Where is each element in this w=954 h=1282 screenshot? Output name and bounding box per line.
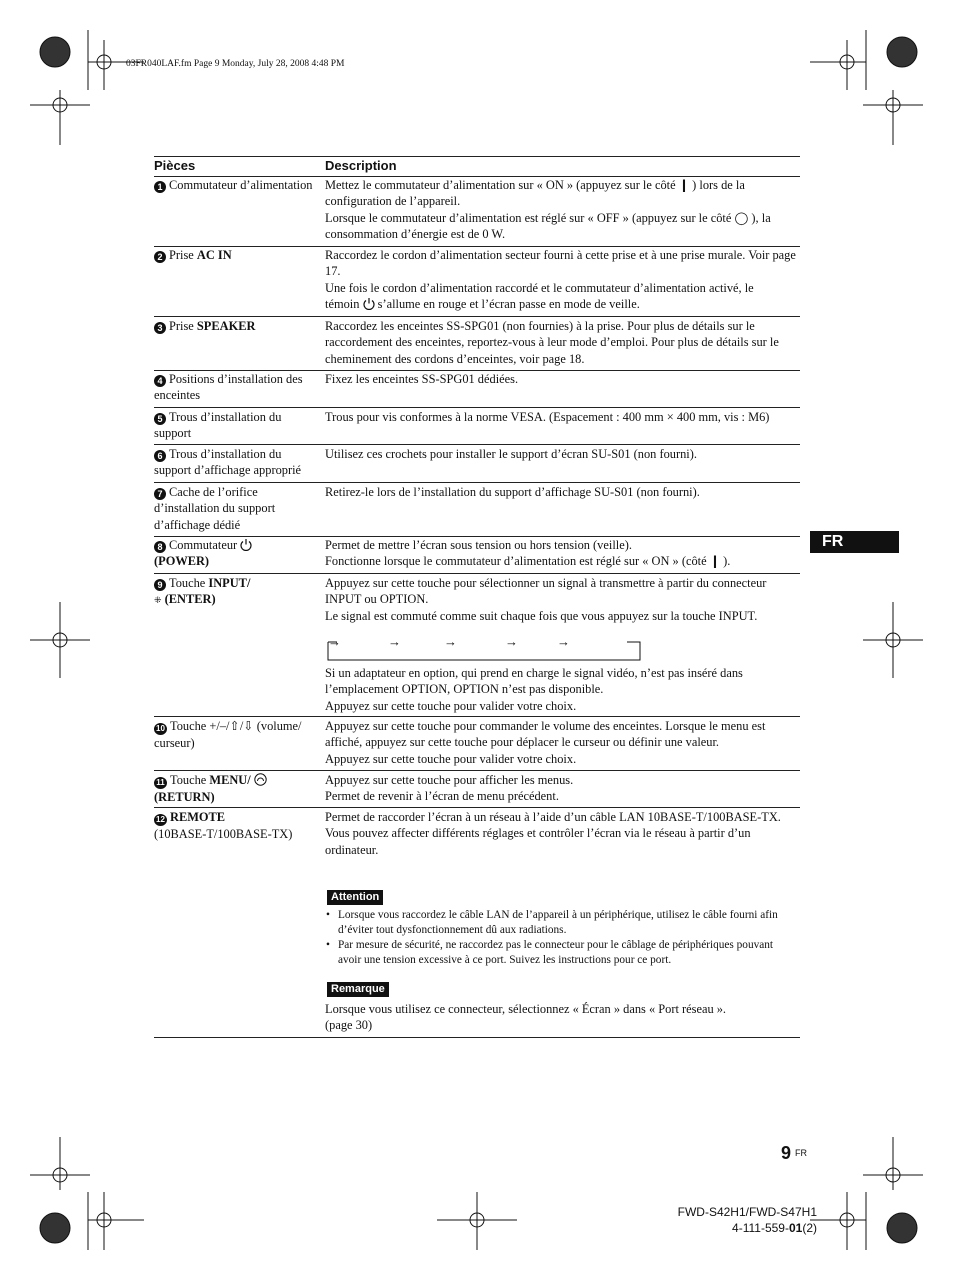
table-row-3-part: 3 Prise SPEAKER [154, 318, 320, 334]
table-row-1-part: 1 Commutateur d’alimentation [154, 177, 320, 193]
column-header-description: Description [325, 158, 397, 173]
table-row-2-part: 2 Prise AC IN [154, 247, 320, 263]
page-number-suffix: FR [795, 1148, 807, 1158]
attention-label: Attention [327, 887, 383, 905]
table-row-6-desc: Utilisez ces crochets pour installer le support d’écran SU-S01 (non fourni). [325, 447, 697, 461]
table-bottom-rule [154, 1037, 800, 1038]
table-row-5-part: 5 Trous d’installation du support [154, 410, 282, 441]
table-row-4-desc: Fixez les enceintes SS-SPG01 dédiées. [325, 372, 519, 386]
svg-text:→: → [444, 634, 457, 649]
table-row-9-desc: Appuyez sur cette touche pour sélectionner un signal à transmettre à partir du connecteur INPUT ou OPTION. Le signal est commuté comme suit chaque fois que vous appuyez sur la touche INPUT. [325, 576, 767, 623]
column-header-parts: Pièces [154, 158, 196, 173]
list-item: • Par mesure de sécurité, ne raccordez pas le connecteur pour le câblage de périphériques pouvant avoir une tension excessive à ce port. Suivez les instructions pour ce port. [325, 938, 797, 968]
footer-code: 4-111-559-01(2) [732, 1221, 817, 1235]
table-row-8-part: 8 Commutateur (POWER) [154, 537, 320, 570]
power-icon [363, 297, 375, 310]
table-row-8-desc: Permet de mettre l’écran sous tension ou hors tension (veille). Fonctionne lorsque le commutateur d’alimentation est réglé sur « ON » (côté ❙ ). [325, 538, 731, 569]
table-top-rule [154, 156, 800, 157]
table-row-4-part: 4 Positions d’installation des enceintes [154, 372, 303, 403]
attention-list [325, 908, 797, 968]
callout-number: 1 [154, 181, 166, 193]
power-icon [240, 538, 252, 551]
return-icon [254, 773, 267, 786]
footer-model: FWD-S42H1/FWD-S47H1 [677, 1205, 817, 1219]
svg-text:→: → [505, 634, 518, 649]
table-row-11-desc: Appuyez sur cette touche pour afficher les menus. Permet de revenir à l’écran de menu précédent. [325, 773, 574, 804]
table-row-2-desc: Raccordez le cordon d’alimentation secteur fourni à cette prise et à une prise murale. Voir page 17. Une fois le cordon d’alimentation raccordé et le commutateur d’alimentation activé, le témoin s’allume en rouge et l’écran passe en mode de veille. [325, 248, 796, 311]
table-row-7-part: 7 Cache de l’orifice d’installation du support d’affichage dédié [154, 485, 276, 532]
page-number: 9 [781, 1143, 792, 1163]
table-row-10-part: 10 Touche +/–/⇧/⇩ (volume/ curseur) [154, 719, 302, 750]
remarque-label: Remarque [327, 979, 389, 997]
file-info-header: 03FR040LAF.fm Page 9 Monday, July 28, 2008 4:48 PM [126, 59, 345, 69]
table-row-5-desc: Trous pour vis conformes à la norme VESA. (Espacement : 400 mm × 400 mm, vis : M6) [325, 410, 770, 424]
table-row-3-desc: Raccordez les enceintes SS-SPG01 (non fournies) à la prise. Pour plus de détails sur le raccordement des enceintes, reportez-vous à leur mode d’emploi. Pour plus de détails sur le cheminement des cordons d’enceintes, voir page 18. [325, 319, 779, 366]
table-row-10-desc: Appuyez sur cette touche pour commander le volume des enceintes. Lorsque le menu est affiché, appuyez sur cette touche pour déplacer le curseur ou définir une valeur. Appuyez sur cette touche pour valider votre choix. [325, 719, 766, 766]
svg-text:→: → [328, 634, 341, 649]
table-row-1-desc: Mettez le commutateur d’alimentation sur « ON » (appuyez sur le côté ❙ ) lors de la configuration de l’appareil. Lorsque le commutateur d’alimentation est réglé sur « OFF » (appuyez sur le côté ◯ ), la consommation d’énergie est de 0 W. [325, 178, 771, 241]
svg-text:→: → [557, 634, 570, 649]
svg-text:→: → [388, 634, 401, 649]
table-row-12-part: 12 REMOTE (10BASE-T/100BASE-TX) [154, 810, 293, 841]
remarque-text: Lorsque vous utilisez ce connecteur, sélectionnez « Écran » dans « Port réseau ». (page 30) [325, 1002, 727, 1033]
table-row-9-part: 9 Touche INPUT/ ⁜ (ENTER) [154, 576, 251, 607]
list-item: • Lorsque vous raccordez le câble LAN de l’appareil à un périphérique, utilisez le câble fourni afin d’éviter tout dysfonctionnement dû aux radiations. [325, 908, 797, 938]
table-row-6-part: 6 Trous d’installation du support d’affichage approprié [154, 447, 302, 478]
enter-icon: ⁜ [154, 595, 162, 606]
table-row-12-desc: Permet de raccorder l’écran à un réseau à l’aide d’un câble LAN 10BASE-T/100BASE-TX. Vous pouvez affecter différents réglages et contrôler l’écran via le réseau à partir d’un ordinateur. [325, 810, 781, 857]
table-row-7-desc: Retirez-le lors de l’installation du support d’affichage SU-S01 (non fourni). [325, 485, 700, 499]
language-tab: FR [810, 531, 899, 553]
table-row-9-desc-2: Si un adaptateur en option, qui prend en charge le signal vidéo, n’est pas inséré dans l’emplacement OPTION, OPTION n’est pas disponible. Appuyez sur cette touche pour valider votre choix. [325, 666, 743, 713]
table-row-11-part: 11 Touche MENU/ (RETURN) [154, 772, 320, 805]
input-cycle-diagram [325, 634, 645, 664]
